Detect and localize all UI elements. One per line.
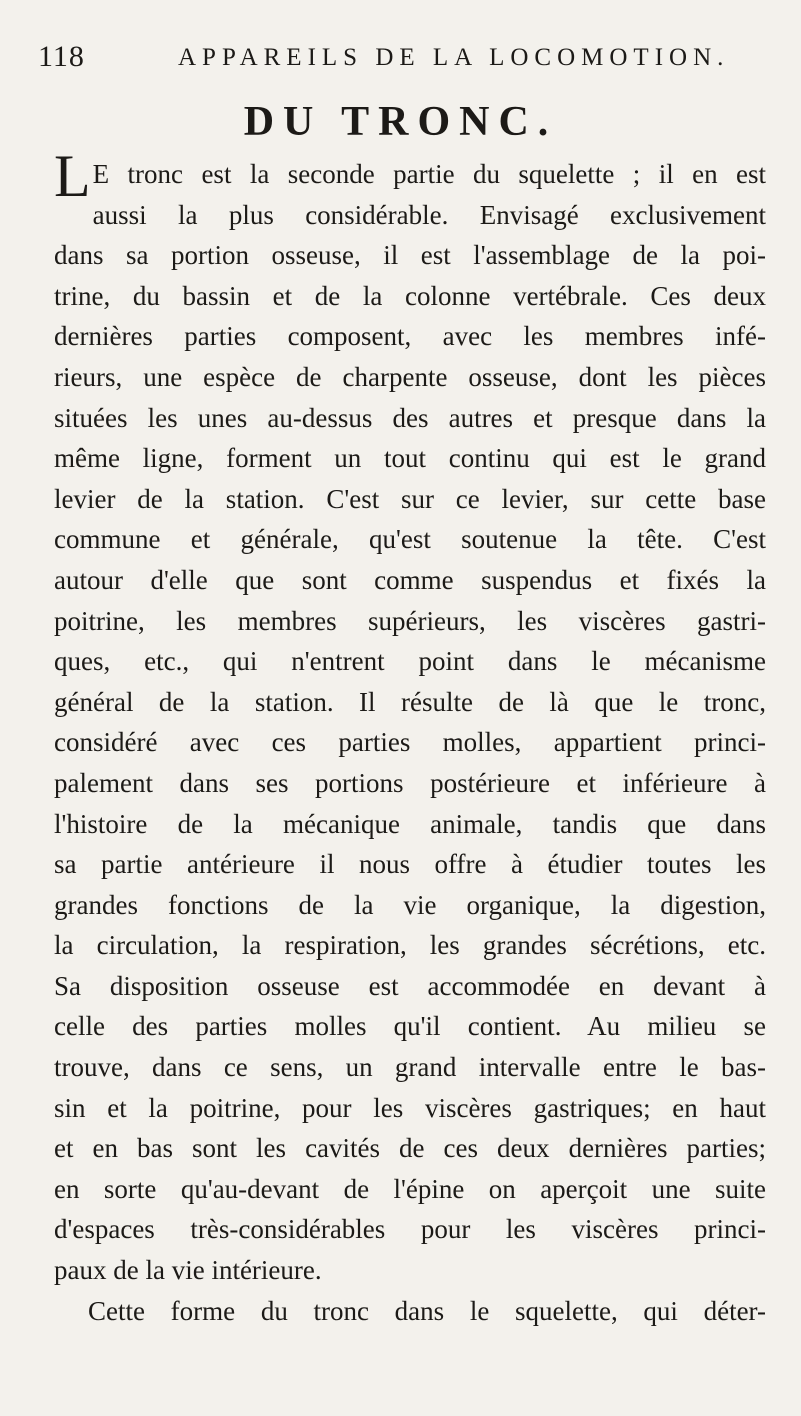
text-line: commune et générale, qu'est soutenue la tête. C'est [54,524,766,555]
chapter-title: DU TRONC. [243,99,558,145]
text-line: même ligne, forment un tout continu qui est le grand [54,443,766,474]
text-line: celle des parties molles qu'il contient. Au milieu se [54,1011,766,1042]
text-line: palement dans ses portions postérieure et inférieure à [54,767,766,798]
text-line: autour d'elle que sont comme suspendus et fixés la [54,564,766,595]
text-line: Sa disposition osseuse est accommodée en devant à [54,970,766,1001]
running-title: APPAREILS DE LA LOCOMOTION. [178,44,730,71]
text-line: général de la station. Il résulte de là que le tronc, [54,686,766,717]
text-line: trine, du bassin et de la colonne vertébrale. Ces deux [54,280,766,311]
text-line: considéré avec ces parties molles, appartient princi- [54,727,766,758]
text-line: la circulation, la respiration, les grandes sécrétions, etc. [54,930,766,961]
text-line: trouve, dans ce sens, un grand intervalle entre le bas- [54,1052,766,1083]
text-line: en sorte qu'au-devant de l'épine on aperçoit une suite [54,1173,766,1204]
text-line: aussi la plus considérable. Envisagé exclusivement [92,199,766,230]
text-line: grandes fonctions de la vie organique, la digestion, [54,889,766,920]
running-head [38,40,778,80]
text-line: sa partie antérieure il nous offre à étudier toutes les [54,849,766,880]
text-line: d'espaces très-considérables pour les viscères princi- [54,1214,766,1245]
drop-cap: L [54,143,91,209]
page-number: 118 [38,40,85,73]
text-line: situées les unes au-dessus des autres et presque dans la [54,402,766,433]
text-line-1: L E tronc est la seconde partie du squelette ; il en est [54,143,766,209]
text-line: sin et la poitrine, pour les viscères gastriques; en haut [54,1092,766,1123]
text-line: dernières parties composent, avec les membres infé- [54,321,766,352]
text-line: Cette forme du tronc dans le squelette, qui déter- [88,1295,766,1326]
text-line: paux de la vie intérieure. [54,1255,322,1286]
text-line: dans sa portion osseuse, il est l'assemblage de la poi- [54,240,766,271]
text-line: ques, etc., qui n'entrent point dans le mécanisme [54,646,766,677]
text-line: levier de la station. C'est sur ce levier, sur cette base [54,483,766,514]
text-line: rieurs, une espèce de charpente osseuse, dont les pièces [54,361,766,392]
text-line: et en bas sont les cavités de ces deux dernières parties; [54,1133,766,1164]
text-line: l'histoire de la mécanique animale, tandis que dans [54,808,766,839]
text-line: poitrine, les membres supérieurs, les viscères gastri- [54,605,766,636]
body-text [54,143,766,1331]
